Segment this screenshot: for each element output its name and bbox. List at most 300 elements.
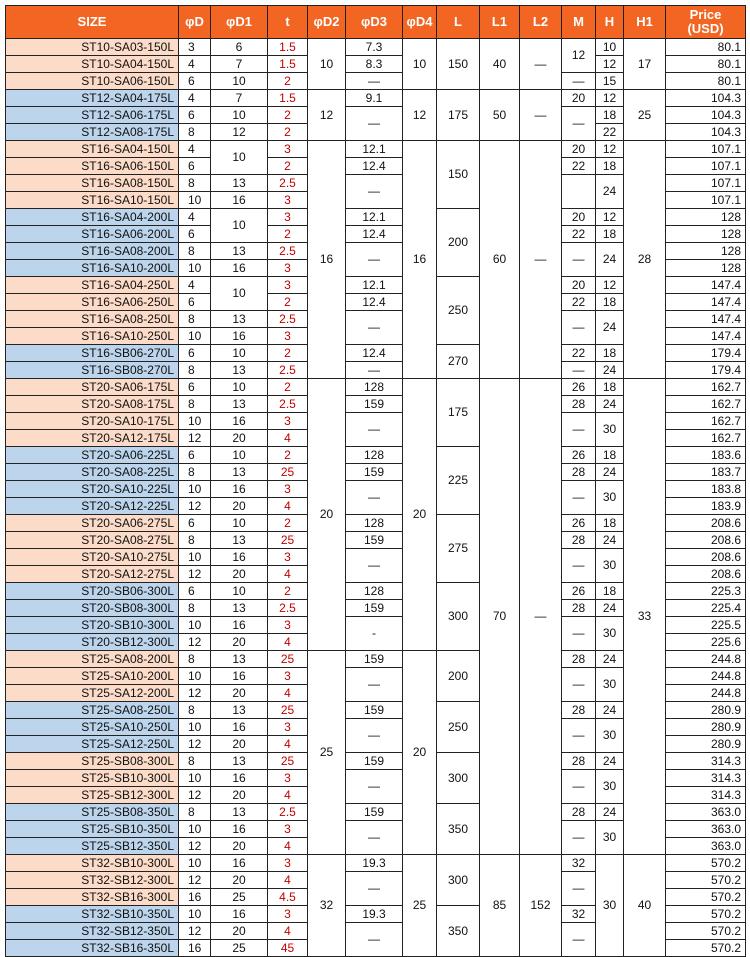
cell-D: 8 [179, 311, 211, 328]
cell-D1: 10 [211, 209, 268, 243]
cell-size: ST10-SA03-150L [6, 39, 179, 56]
header-L1: L1 [480, 6, 520, 39]
cell-t: 4 [268, 838, 308, 855]
table-row [6, 379, 746, 396]
cell-D1: 7 [211, 56, 268, 73]
cell-M: — [562, 923, 596, 957]
cell-t: 4 [268, 498, 308, 515]
cell-D1: 16 [211, 855, 268, 872]
cell-D2: 16 [308, 141, 346, 379]
cell-M: — [562, 872, 596, 906]
cell-M: 28 [562, 804, 596, 821]
cell-L: 250 [437, 277, 480, 345]
cell-D: 8 [179, 702, 211, 719]
cell-D: 10 [179, 481, 211, 498]
cell-L: 225 [437, 447, 480, 515]
cell-H: 12 [596, 90, 624, 107]
cell-D1: 6 [211, 39, 268, 56]
cell-t: 25 [268, 464, 308, 481]
cell-M: 28 [562, 396, 596, 413]
cell-D: 12 [179, 498, 211, 515]
cell-D1: 20 [211, 923, 268, 940]
cell-D: 6 [179, 379, 211, 396]
cell-t: 2 [268, 124, 308, 141]
cell-t: 2 [268, 226, 308, 243]
cell-D1: 16 [211, 617, 268, 634]
header-H: H [596, 6, 624, 39]
cell-price: 162.7 [666, 379, 746, 396]
cell-price: 80.1 [666, 56, 746, 73]
cell-D1: 20 [211, 872, 268, 889]
cell-H: 30 [596, 413, 624, 447]
cell-price: 570.2 [666, 872, 746, 889]
cell-D: 4 [179, 56, 211, 73]
cell-L: 350 [437, 804, 480, 855]
cell-D: 10 [179, 855, 211, 872]
cell-size: ST16-SA08-150L [6, 175, 179, 192]
cell-D1: 16 [211, 906, 268, 923]
cell-D1: 20 [211, 498, 268, 515]
spec-price-table [5, 5, 746, 957]
cell-H1: 17 [624, 39, 666, 90]
cell-D1: 13 [211, 753, 268, 770]
cell-t: 3 [268, 855, 308, 872]
cell-price: 244.8 [666, 651, 746, 668]
cell-price: 104.3 [666, 124, 746, 141]
cell-M: — [562, 617, 596, 651]
cell-size: ST20-SA08-175L [6, 396, 179, 413]
cell-price: 104.3 [666, 90, 746, 107]
cell-t: 3 [268, 413, 308, 430]
header-L: L [437, 6, 480, 39]
cell-D2: 12 [308, 90, 346, 141]
cell-price: 363.0 [666, 821, 746, 838]
cell-D: 3 [179, 39, 211, 56]
cell-D1: 13 [211, 362, 268, 379]
cell-size: ST25-SA08-200L [6, 651, 179, 668]
cell-L: 300 [437, 855, 480, 906]
cell-t: 2 [268, 345, 308, 362]
cell-D3: — [346, 872, 403, 906]
cell-D: 4 [179, 90, 211, 107]
cell-H: 12 [596, 56, 624, 73]
cell-D3: 159 [346, 702, 403, 719]
cell-price: 225.3 [666, 583, 746, 600]
cell-size: ST20-SB10-300L [6, 617, 179, 634]
header-t: t [268, 6, 308, 39]
cell-D3: 12.4 [346, 294, 403, 311]
cell-D: 12 [179, 566, 211, 583]
cell-D3: 159 [346, 804, 403, 821]
cell-D4: 12 [403, 90, 437, 141]
cell-price: 80.1 [666, 73, 746, 90]
cell-H: 10 [596, 39, 624, 56]
cell-D: 6 [179, 447, 211, 464]
cell-D: 8 [179, 124, 211, 141]
cell-H: 24 [596, 396, 624, 413]
cell-D1: 10 [211, 583, 268, 600]
cell-M [562, 175, 596, 209]
cell-D: 4 [179, 209, 211, 226]
cell-D3: - [346, 617, 403, 651]
cell-H: 30 [596, 770, 624, 804]
cell-D1: 16 [211, 549, 268, 566]
cell-size: ST16-SA04-150L [6, 141, 179, 158]
cell-D3: 12.1 [346, 209, 403, 226]
cell-H: 18 [596, 447, 624, 464]
cell-H: 30 [596, 549, 624, 583]
cell-D1: 13 [211, 651, 268, 668]
cell-size: ST25-SA12-250L [6, 736, 179, 753]
cell-size: ST25-SA10-250L [6, 719, 179, 736]
cell-M: 22 [562, 345, 596, 362]
header-size: SIZE [6, 6, 179, 39]
cell-D3: — [346, 549, 403, 583]
cell-D: 12 [179, 430, 211, 447]
cell-D3: 12.1 [346, 141, 403, 158]
cell-L: 270 [437, 345, 480, 379]
cell-D1: 10 [211, 345, 268, 362]
cell-price: 570.2 [666, 889, 746, 906]
cell-D: 6 [179, 158, 211, 175]
cell-L2: 152 [520, 855, 562, 957]
header-phiD: φD [179, 6, 211, 39]
cell-t: 2 [268, 73, 308, 90]
cell-price: 244.8 [666, 685, 746, 702]
cell-M: — [562, 243, 596, 277]
cell-M: 22 [562, 226, 596, 243]
cell-D: 10 [179, 719, 211, 736]
cell-price: 179.4 [666, 362, 746, 379]
cell-t: 2.5 [268, 311, 308, 328]
cell-price: 128 [666, 260, 746, 277]
cell-D: 6 [179, 345, 211, 362]
cell-M: — [562, 311, 596, 345]
cell-size: ST16-SA06-150L [6, 158, 179, 175]
cell-size: ST16-SA04-200L [6, 209, 179, 226]
header-price: Price (USD) [666, 6, 746, 39]
cell-price: 570.2 [666, 855, 746, 872]
cell-M: 20 [562, 141, 596, 158]
cell-M: — [562, 549, 596, 583]
cell-D: 12 [179, 634, 211, 651]
cell-price: 128 [666, 209, 746, 226]
cell-price: 147.4 [666, 294, 746, 311]
cell-D3: — [346, 923, 403, 957]
cell-D1: 13 [211, 804, 268, 821]
cell-D1: 20 [211, 685, 268, 702]
cell-M: 28 [562, 753, 596, 770]
cell-price: 208.6 [666, 549, 746, 566]
cell-size: ST16-SB08-270L [6, 362, 179, 379]
cell-D1: 20 [211, 838, 268, 855]
cell-D1: 16 [211, 821, 268, 838]
cell-D: 8 [179, 243, 211, 260]
cell-size: ST12-SA04-175L [6, 90, 179, 107]
cell-M: — [562, 821, 596, 855]
cell-M: — [562, 719, 596, 753]
cell-t: 3 [268, 549, 308, 566]
cell-D1: 20 [211, 634, 268, 651]
cell-D4: 25 [403, 855, 437, 957]
cell-L: 275 [437, 515, 480, 583]
cell-t: 4.5 [268, 889, 308, 906]
cell-price: 280.9 [666, 702, 746, 719]
cell-D1: 10 [211, 277, 268, 311]
cell-M: 28 [562, 702, 596, 719]
cell-t: 1.5 [268, 90, 308, 107]
cell-size: ST25-SB12-300L [6, 787, 179, 804]
cell-D1: 20 [211, 787, 268, 804]
cell-D3: 159 [346, 396, 403, 413]
cell-price: 208.6 [666, 532, 746, 549]
cell-D3: — [346, 362, 403, 379]
cell-D: 10 [179, 906, 211, 923]
cell-t: 2 [268, 447, 308, 464]
cell-D2: 32 [308, 855, 346, 957]
table-row [6, 855, 746, 872]
cell-t: 4 [268, 634, 308, 651]
cell-L1: 40 [480, 39, 520, 90]
cell-size: ST20-SA06-225L [6, 447, 179, 464]
cell-L: 250 [437, 702, 480, 753]
cell-H: 30 [596, 821, 624, 855]
cell-t: 2 [268, 107, 308, 124]
header-phiD3: φD3 [346, 6, 403, 39]
cell-size: ST20-SA12-175L [6, 430, 179, 447]
cell-price: 107.1 [666, 141, 746, 158]
cell-D: 8 [179, 532, 211, 549]
cell-L: 200 [437, 651, 480, 702]
cell-D3: — [346, 73, 403, 90]
header-phiD1: φD1 [211, 6, 268, 39]
cell-M: 26 [562, 583, 596, 600]
cell-L2: — [520, 90, 562, 141]
cell-size: ST16-SB06-270L [6, 345, 179, 362]
cell-H: 24 [596, 804, 624, 821]
cell-D1: 16 [211, 260, 268, 277]
cell-H1: 33 [624, 379, 666, 855]
cell-M: — [562, 73, 596, 90]
cell-M: — [562, 668, 596, 702]
cell-H: 18 [596, 583, 624, 600]
cell-L: 150 [437, 39, 480, 90]
cell-size: ST25-SB12-350L [6, 838, 179, 855]
cell-price: 363.0 [666, 838, 746, 855]
cell-price: 225.4 [666, 600, 746, 617]
cell-D: 16 [179, 940, 211, 957]
cell-D: 12 [179, 923, 211, 940]
cell-H: 24 [596, 175, 624, 209]
cell-L2: — [520, 39, 562, 90]
cell-M: — [562, 107, 596, 141]
cell-H: 18 [596, 294, 624, 311]
cell-D3: 12.1 [346, 277, 403, 294]
cell-H: 18 [596, 379, 624, 396]
cell-price: 107.1 [666, 158, 746, 175]
cell-D: 8 [179, 464, 211, 481]
cell-D2: 10 [308, 39, 346, 90]
cell-size: ST16-SA06-250L [6, 294, 179, 311]
cell-H: 15 [596, 73, 624, 90]
cell-D2: 20 [308, 379, 346, 651]
cell-t: 3 [268, 821, 308, 838]
cell-D: 12 [179, 685, 211, 702]
cell-size: ST20-SA10-275L [6, 549, 179, 566]
cell-D1: 7 [211, 90, 268, 107]
cell-D1: 25 [211, 889, 268, 906]
cell-D1: 20 [211, 566, 268, 583]
table-row [6, 141, 746, 158]
cell-D3: 159 [346, 464, 403, 481]
cell-M: — [562, 481, 596, 515]
cell-D: 12 [179, 872, 211, 889]
cell-H: 30 [596, 617, 624, 651]
cell-D3: 19.3 [346, 906, 403, 923]
cell-M: 28 [562, 600, 596, 617]
cell-t: 3 [268, 209, 308, 226]
cell-size: ST12-SA08-175L [6, 124, 179, 141]
cell-t: 3 [268, 192, 308, 209]
cell-D: 8 [179, 175, 211, 192]
cell-t: 2.5 [268, 600, 308, 617]
cell-price: 147.4 [666, 328, 746, 345]
cell-H: 30 [596, 668, 624, 702]
cell-size: ST16-SA06-200L [6, 226, 179, 243]
cell-D1: 16 [211, 719, 268, 736]
cell-price: 314.3 [666, 787, 746, 804]
cell-size: ST16-SA08-250L [6, 311, 179, 328]
cell-D3: 19.3 [346, 855, 403, 872]
cell-size: ST25-SA08-250L [6, 702, 179, 719]
cell-t: 2 [268, 515, 308, 532]
cell-H: 30 [596, 481, 624, 515]
cell-size: ST16-SA04-250L [6, 277, 179, 294]
cell-price: 162.7 [666, 396, 746, 413]
cell-t: 4 [268, 685, 308, 702]
cell-t: 3 [268, 260, 308, 277]
cell-D3: 128 [346, 379, 403, 396]
cell-D1: 10 [211, 447, 268, 464]
cell-H: 12 [596, 209, 624, 226]
cell-L: 150 [437, 141, 480, 209]
cell-M: — [562, 413, 596, 447]
cell-D3: — [346, 175, 403, 209]
cell-t: 3 [268, 906, 308, 923]
table-body [6, 39, 746, 957]
cell-L: 175 [437, 379, 480, 447]
cell-D: 10 [179, 821, 211, 838]
cell-H1: 40 [624, 855, 666, 957]
cell-t: 2.5 [268, 396, 308, 413]
cell-price: 162.7 [666, 430, 746, 447]
cell-D1: 13 [211, 243, 268, 260]
cell-L: 300 [437, 583, 480, 651]
cell-M: 28 [562, 464, 596, 481]
cell-price: 183.6 [666, 447, 746, 464]
cell-D1: 16 [211, 413, 268, 430]
cell-D1: 16 [211, 770, 268, 787]
cell-M: — [562, 770, 596, 804]
cell-D1: 10 [211, 141, 268, 175]
cell-size: ST16-SA10-200L [6, 260, 179, 277]
cell-L1: 85 [480, 855, 520, 957]
cell-D: 6 [179, 73, 211, 90]
cell-D: 8 [179, 651, 211, 668]
cell-size: ST32-SB16-350L [6, 940, 179, 957]
cell-size: ST20-SB12-300L [6, 634, 179, 651]
cell-size: ST10-SA06-150L [6, 73, 179, 90]
cell-size: ST25-SA12-200L [6, 685, 179, 702]
cell-price: 162.7 [666, 413, 746, 430]
cell-D: 6 [179, 226, 211, 243]
cell-t: 2 [268, 379, 308, 396]
cell-D1: 16 [211, 668, 268, 685]
cell-D1: 13 [211, 464, 268, 481]
cell-H: 24 [596, 311, 624, 345]
cell-D3: 128 [346, 583, 403, 600]
cell-D: 6 [179, 583, 211, 600]
cell-t: 45 [268, 940, 308, 957]
cell-D: 6 [179, 515, 211, 532]
cell-price: 363.0 [666, 804, 746, 821]
cell-t: 4 [268, 787, 308, 804]
cell-t: 1.5 [268, 56, 308, 73]
cell-D1: 10 [211, 379, 268, 396]
header-H1: H1 [624, 6, 666, 39]
cell-L1: 50 [480, 90, 520, 141]
cell-t: 2 [268, 583, 308, 600]
cell-H: 24 [596, 753, 624, 770]
cell-H: 18 [596, 107, 624, 124]
cell-D1: 16 [211, 481, 268, 498]
cell-size: ST20-SA06-175L [6, 379, 179, 396]
header-row [6, 6, 746, 39]
cell-size: ST25-SB10-300L [6, 770, 179, 787]
cell-D1: 20 [211, 736, 268, 753]
cell-H: 24 [596, 362, 624, 379]
cell-L1: 60 [480, 141, 520, 379]
cell-price: 128 [666, 226, 746, 243]
cell-M: 20 [562, 209, 596, 226]
cell-t: 3 [268, 141, 308, 158]
cell-H: 30 [596, 719, 624, 753]
cell-D1: 10 [211, 515, 268, 532]
cell-L2: — [520, 379, 562, 855]
cell-D1: 10 [211, 107, 268, 124]
cell-price: 208.6 [666, 566, 746, 583]
cell-D3: 128 [346, 515, 403, 532]
cell-size: ST20-SA08-275L [6, 532, 179, 549]
cell-t: 3 [268, 668, 308, 685]
cell-L: 300 [437, 753, 480, 804]
cell-D: 10 [179, 328, 211, 345]
cell-size: ST32-SB10-300L [6, 855, 179, 872]
header-M: M [562, 6, 596, 39]
cell-D1: 12 [211, 124, 268, 141]
cell-t: 2 [268, 294, 308, 311]
cell-M: 28 [562, 651, 596, 668]
cell-D1: 10 [211, 73, 268, 90]
cell-H: 12 [596, 141, 624, 158]
cell-D1: 16 [211, 192, 268, 209]
cell-D: 10 [179, 549, 211, 566]
cell-price: 183.7 [666, 464, 746, 481]
cell-price: 107.1 [666, 192, 746, 209]
cell-price: 179.4 [666, 345, 746, 362]
cell-D1: 13 [211, 600, 268, 617]
cell-D: 4 [179, 141, 211, 158]
